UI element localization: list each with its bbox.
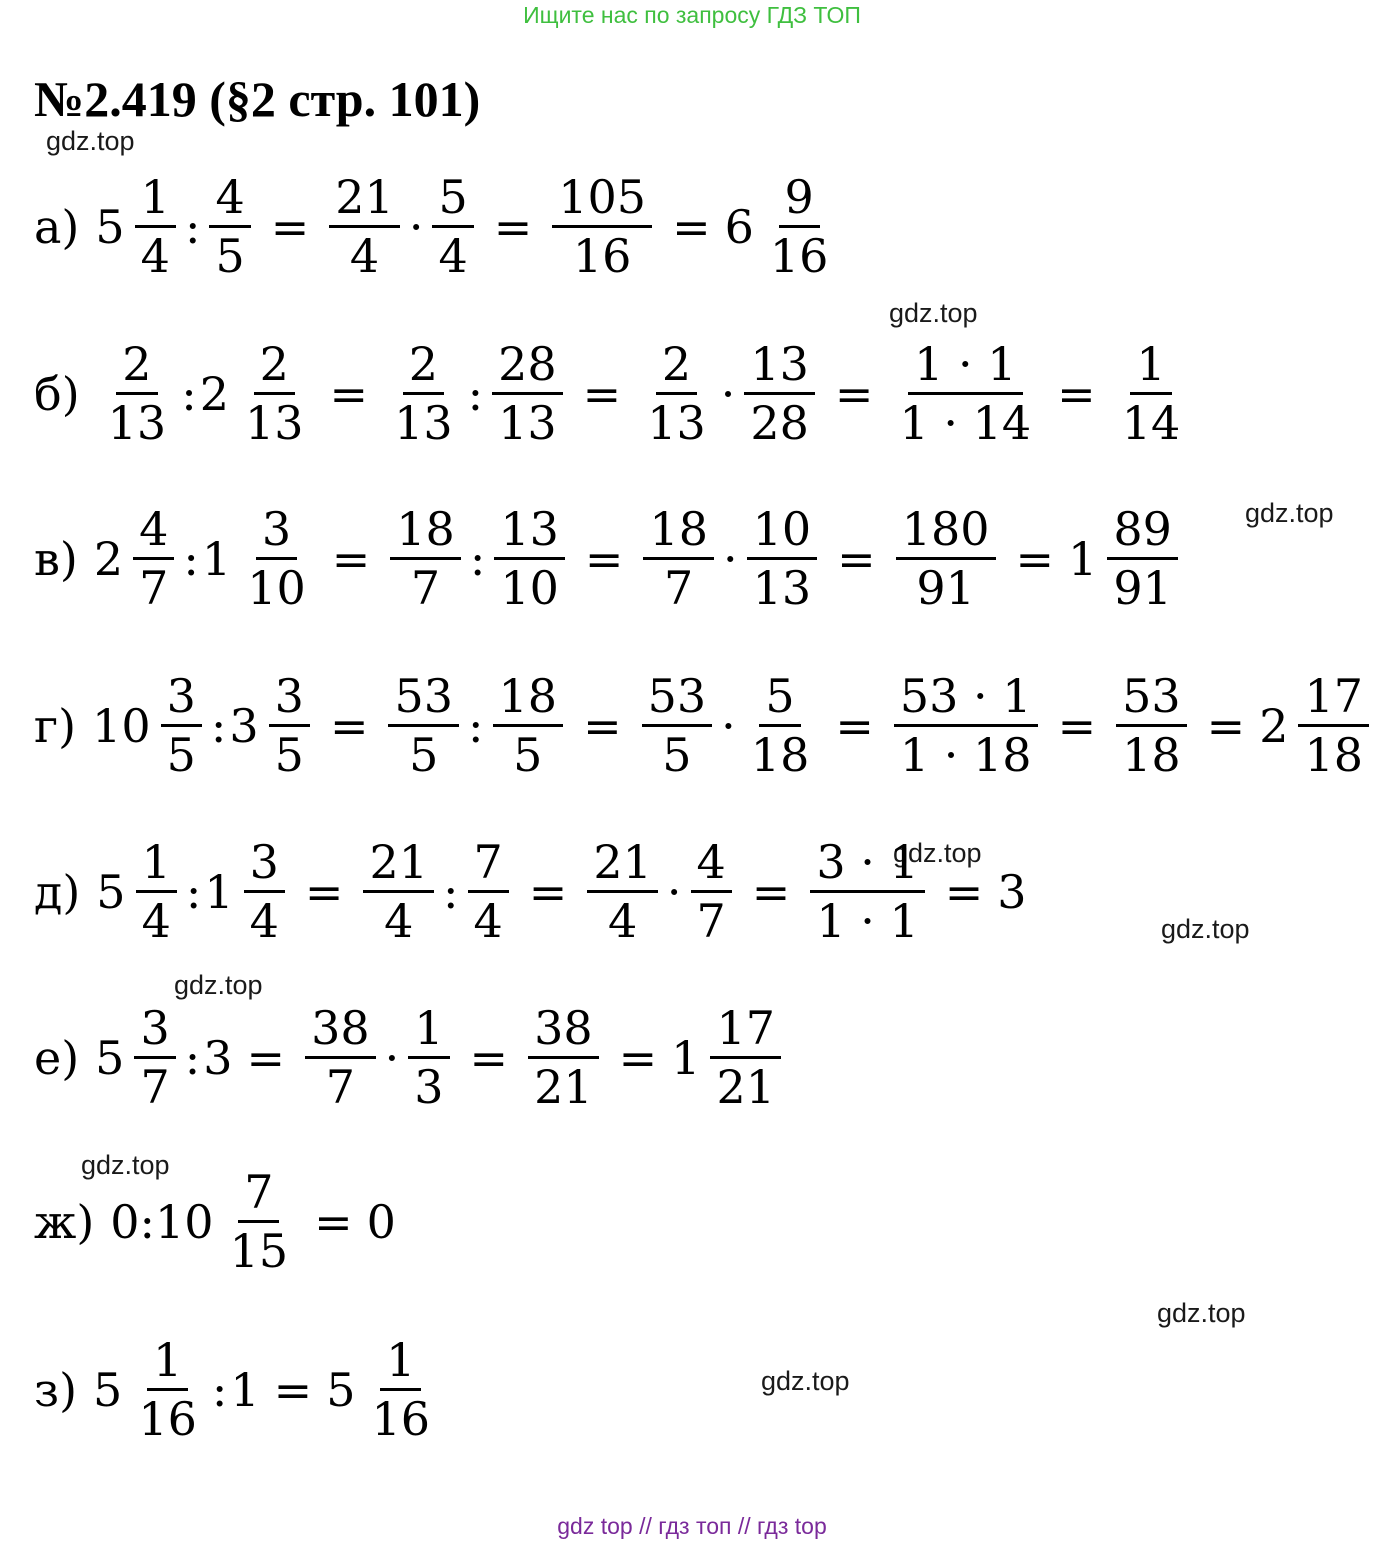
operator: :: [467, 366, 484, 421]
number: 3: [997, 864, 1027, 919]
denominator: 1 · 18: [899, 728, 1032, 783]
denominator: 4: [607, 894, 638, 949]
number: 0: [366, 1194, 396, 1249]
mixed-number: [93, 1333, 209, 1447]
numerator: 1: [147, 1336, 188, 1391]
mixed-number: [92, 669, 208, 783]
fraction: [810, 835, 924, 949]
whole-part: 5: [96, 864, 126, 919]
denominator: 14: [1121, 396, 1181, 451]
fraction: [244, 835, 285, 949]
numerator: 3: [161, 672, 202, 727]
mixed-number: [199, 337, 316, 451]
solution-line-b: [34, 337, 1192, 451]
denominator: 16: [371, 1392, 431, 1447]
denominator: 4: [249, 894, 279, 949]
solution-line-z: [34, 1333, 442, 1447]
exercise-title: №2.419 (§2 стр. 101): [34, 71, 481, 127]
numerator: 5: [759, 672, 800, 727]
operator: :: [184, 199, 201, 254]
denominator: 7: [139, 561, 169, 616]
fraction: [893, 337, 1037, 451]
denominator: 16: [572, 229, 632, 284]
operator: ·: [384, 1030, 400, 1085]
numerator: 28: [492, 340, 563, 395]
mixed-number: [1068, 502, 1184, 616]
denominator: 5: [215, 229, 245, 284]
denominator: 16: [769, 229, 829, 284]
operator: =: [837, 531, 876, 586]
denominator: 5: [662, 728, 692, 783]
operator: =: [1057, 698, 1097, 753]
solution-line-a: [34, 170, 840, 284]
operator: =: [582, 366, 622, 421]
operator: =: [469, 1030, 509, 1085]
operator: =: [672, 199, 711, 254]
numerator: 13: [494, 505, 565, 560]
operator: =: [528, 864, 568, 919]
whole-part: 1: [204, 864, 234, 919]
whole-part: 2: [199, 366, 229, 421]
watermark: gdz.top: [1245, 498, 1334, 528]
number: 0:: [110, 1194, 156, 1249]
solution-line-g: [34, 669, 1375, 783]
operator: :: [183, 531, 199, 586]
fraction: [691, 835, 732, 949]
denominator: 13: [752, 561, 812, 616]
fraction: [493, 669, 564, 783]
whole-part: 5: [93, 1362, 123, 1417]
numerator: 18: [390, 505, 461, 560]
numerator: 4: [133, 505, 174, 560]
denominator: 4: [141, 894, 171, 949]
denominator: 4: [473, 894, 503, 949]
mixed-number: [155, 1165, 300, 1279]
numerator: 13: [744, 340, 815, 395]
fraction: [587, 835, 658, 949]
denominator: 10: [247, 561, 306, 616]
fraction: [747, 502, 818, 616]
denominator: 18: [1122, 728, 1181, 783]
fraction: [269, 669, 310, 783]
fraction: [136, 835, 177, 949]
denominator: 7: [140, 1060, 170, 1115]
numerator: 5: [432, 173, 473, 228]
denominator: 21: [716, 1060, 775, 1115]
denominator: 18: [750, 728, 810, 783]
operator: :: [184, 1030, 201, 1085]
denominator: 13: [498, 396, 557, 451]
numerator: 53: [642, 672, 713, 727]
numerator: 4: [691, 838, 732, 893]
denominator: 91: [916, 561, 975, 616]
denominator: 3: [414, 1060, 444, 1115]
numerator: 1: [1130, 340, 1171, 395]
numerator: 3: [256, 505, 297, 560]
operator: :: [443, 864, 459, 919]
numerator: 21: [329, 173, 400, 228]
whole-part: 1: [201, 531, 232, 586]
denominator: 15: [229, 1224, 289, 1279]
whole-part: 10: [92, 698, 151, 753]
fraction: [432, 170, 473, 284]
operator: :: [211, 1362, 228, 1417]
watermark: gdz.top: [889, 298, 978, 328]
denominator: 21: [534, 1060, 593, 1115]
fraction: [224, 1165, 295, 1279]
operator: =: [329, 366, 369, 421]
watermark: gdz.top: [761, 1366, 850, 1396]
numerator: 2: [656, 340, 697, 395]
mixed-number: [93, 502, 181, 616]
number: 1: [230, 1362, 260, 1417]
solution-line-v: [34, 502, 1184, 616]
numerator: 3: [269, 672, 310, 727]
fraction: [305, 1001, 376, 1115]
numerator: 17: [710, 1004, 781, 1059]
operator: =: [493, 199, 533, 254]
fraction: [132, 1333, 203, 1447]
whole-part: 6: [724, 199, 754, 254]
operator: =: [944, 864, 984, 919]
fraction: [643, 502, 714, 616]
fraction: [710, 1001, 781, 1115]
denominator: 4: [349, 229, 380, 284]
operator: =: [304, 864, 344, 919]
operator: =: [751, 864, 791, 919]
numerator: 1: [136, 838, 177, 893]
numerator: 9: [779, 173, 820, 228]
denominator: 1 · 14: [899, 396, 1032, 451]
fraction: [1116, 669, 1187, 783]
operator: :: [468, 698, 484, 753]
denominator: 4: [438, 229, 468, 284]
denominator: 4: [384, 894, 414, 949]
fraction: [642, 669, 713, 783]
solution-line-d: [34, 835, 1027, 949]
solution-line-e: [34, 1001, 787, 1115]
whole-part: 10: [155, 1194, 214, 1249]
denominator: 13: [107, 396, 167, 451]
fraction: [1116, 337, 1187, 451]
numerator: 53 · 1: [894, 672, 1038, 727]
denominator: 7: [696, 894, 726, 949]
fraction: [745, 669, 816, 783]
numerator: 105: [552, 173, 652, 228]
denominator: 5: [166, 728, 196, 783]
denominator: 10: [500, 561, 559, 616]
operator: ·: [408, 199, 424, 254]
watermark: gdz.top: [893, 838, 982, 868]
mixed-number: [671, 1001, 787, 1115]
item-label: г): [34, 698, 77, 753]
number: 3: [203, 1030, 233, 1085]
denominator: 7: [325, 1060, 355, 1115]
numerator: 7: [468, 838, 509, 893]
numerator: 18: [493, 672, 564, 727]
item-label: д): [34, 864, 81, 919]
denominator: 1 · 1: [816, 894, 919, 949]
operator: =: [1015, 531, 1055, 586]
fraction: [552, 170, 652, 284]
footer-links: gdz top // гдз топ // гдз top: [557, 1513, 827, 1539]
fraction: [468, 835, 509, 949]
fraction: [363, 835, 434, 949]
operator: =: [329, 698, 369, 753]
numerator: 2: [254, 340, 295, 395]
mixed-number: [96, 835, 183, 949]
item-label: ж): [34, 1194, 95, 1249]
numerator: 3: [244, 838, 285, 893]
denominator: 18: [1304, 728, 1364, 783]
numerator: 7: [238, 1168, 279, 1223]
numerator: 1: [135, 173, 176, 228]
operator: =: [835, 698, 874, 753]
mixed-number: [326, 1333, 442, 1447]
numerator: 3: [134, 1004, 175, 1059]
denominator: 5: [513, 728, 543, 783]
denominator: 91: [1113, 561, 1172, 616]
mixed-number: [204, 835, 291, 949]
fraction: [894, 669, 1038, 783]
numerator: 4: [209, 173, 250, 228]
fraction: [388, 337, 459, 451]
operator: =: [270, 199, 310, 254]
operator: =: [314, 1194, 353, 1249]
mixed-number: [95, 1001, 182, 1115]
numerator: 10: [747, 505, 818, 560]
whole-part: 3: [229, 698, 259, 753]
numerator: 38: [305, 1004, 376, 1059]
fraction: [390, 502, 461, 616]
mixed-number: [724, 170, 841, 284]
item-label: з): [34, 1362, 78, 1417]
operator: =: [583, 698, 622, 753]
numerator: 2: [403, 340, 444, 395]
fraction: [329, 170, 400, 284]
item-label: в): [34, 531, 78, 586]
fraction: [494, 502, 565, 616]
denominator: 13: [647, 396, 706, 451]
operator: :: [185, 864, 202, 919]
numerator: 21: [587, 838, 658, 893]
operator: ·: [721, 698, 736, 753]
denominator: 16: [138, 1392, 197, 1447]
fraction: [1107, 502, 1178, 616]
fraction: [209, 170, 250, 284]
watermark: gdz.top: [1161, 914, 1250, 944]
whole-part: 5: [95, 199, 125, 254]
fraction: [161, 669, 202, 783]
whole-part: 2: [93, 531, 124, 586]
fraction: [241, 502, 312, 616]
operator: ·: [722, 531, 738, 586]
fraction: [896, 502, 996, 616]
denominator: 13: [394, 396, 453, 451]
operator: =: [331, 531, 371, 586]
fraction: [641, 337, 712, 451]
fraction: [388, 669, 459, 783]
watermark: gdz.top: [174, 970, 263, 1000]
operator: ·: [666, 864, 682, 919]
whole-part: 2: [1259, 698, 1289, 753]
denominator: 7: [664, 561, 694, 616]
operator: =: [273, 1362, 313, 1417]
fraction: [365, 1333, 436, 1447]
denominator: 28: [750, 396, 809, 451]
operator: =: [246, 1030, 286, 1085]
mixed-number: [1259, 669, 1375, 783]
fraction: [134, 1001, 175, 1115]
numerator: 2: [116, 340, 157, 395]
fraction: [135, 170, 176, 284]
fraction: [1298, 669, 1369, 783]
fraction: [408, 1001, 449, 1115]
watermark: gdz.top: [81, 1150, 170, 1180]
numerator: 1: [380, 1336, 421, 1391]
whole-part: 1: [671, 1030, 701, 1085]
numerator: 21: [363, 838, 434, 893]
numerator: 1 · 1: [908, 340, 1022, 395]
watermark: gdz.top: [1157, 1298, 1246, 1328]
whole-part: 5: [326, 1362, 356, 1417]
operator: :: [210, 698, 227, 753]
denominator: 7: [410, 561, 441, 616]
mixed-number: [95, 170, 182, 284]
operator: =: [584, 531, 624, 586]
denominator: 5: [274, 728, 304, 783]
item-label: а): [34, 199, 80, 254]
numerator: 53: [1116, 672, 1187, 727]
numerator: 38: [528, 1004, 599, 1059]
whole-part: 5: [95, 1030, 125, 1085]
whole-part: 1: [1068, 531, 1098, 586]
numerator: 18: [643, 505, 714, 560]
numerator: 89: [1107, 505, 1178, 560]
operator: =: [1206, 698, 1246, 753]
fraction: [239, 337, 310, 451]
operator: ·: [720, 366, 736, 421]
fraction: [744, 337, 815, 451]
operator: :: [469, 531, 486, 586]
fraction: [133, 502, 174, 616]
item-label: е): [34, 1030, 80, 1085]
watermark: gdz.top: [46, 126, 135, 156]
fraction: [492, 337, 563, 451]
denominator: 4: [140, 229, 170, 284]
fraction: [528, 1001, 599, 1115]
fraction: [764, 170, 835, 284]
numerator: 53: [388, 672, 459, 727]
item-label: б): [34, 366, 80, 421]
numerator: 17: [1298, 672, 1369, 727]
numerator: 3 · 1: [810, 838, 924, 893]
operator: =: [1057, 366, 1096, 421]
fraction: [102, 337, 173, 451]
numerator: 1: [408, 1004, 449, 1059]
operator: =: [618, 1030, 658, 1085]
denominator: 13: [244, 396, 304, 451]
mixed-number: [229, 669, 316, 783]
operator: =: [834, 366, 874, 421]
operator: :: [181, 366, 197, 421]
search-banner: Ищите нас по запросу ГДЗ ТОП: [523, 2, 861, 28]
numerator: 180: [896, 505, 996, 560]
denominator: 5: [409, 728, 439, 783]
mixed-number: [201, 502, 318, 616]
